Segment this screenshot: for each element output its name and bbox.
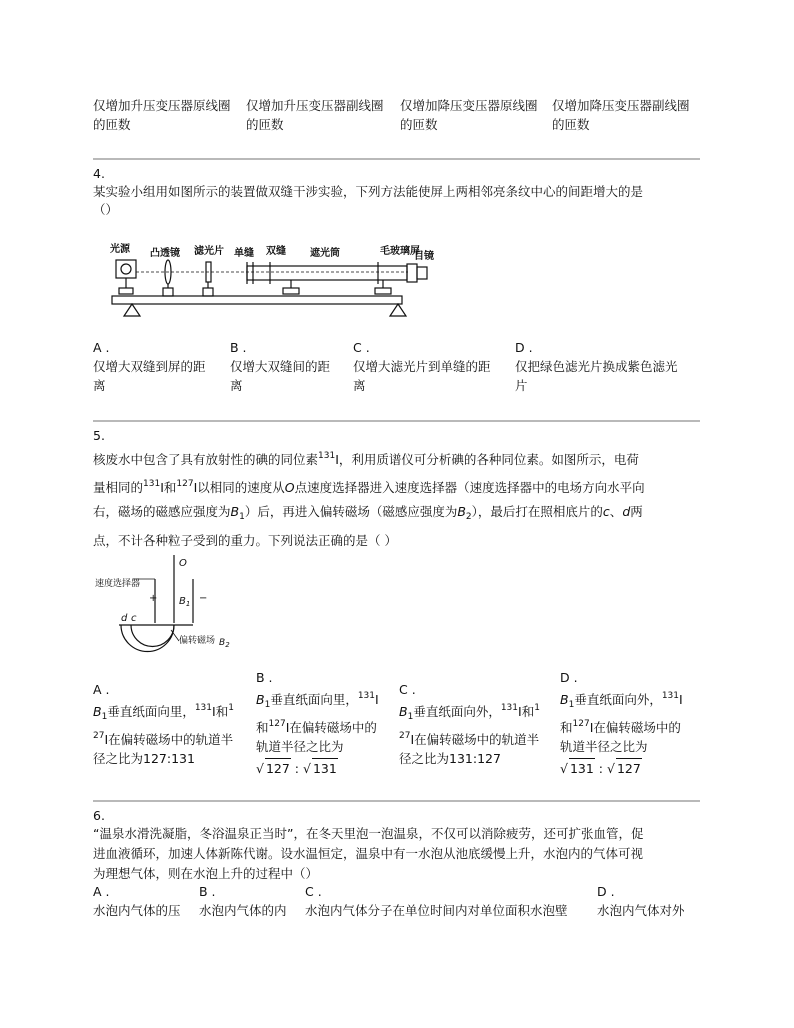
- label-selector: 速度选择器: [95, 579, 141, 589]
- label-d: d: [121, 613, 128, 624]
- q3-option-a[interactable]: 仅增加升压变压器原线圈 的匝数: [93, 98, 231, 132]
- q5-option-d[interactable]: D . $B_1$垂直纸面向外，$^{131}$I 和$^{127}$I在偏转磁场中的 轨道半径之比为 √ 131 : √ 127: [560, 670, 683, 776]
- q3-option-c[interactable]: 仅增加降压变压器原线圈 的匝数: [400, 98, 538, 132]
- label-single-slit: 单缝: [234, 248, 254, 259]
- q6-number: 6.: [93, 808, 105, 823]
- label-double-slit: 双缝: [266, 246, 286, 257]
- q6-option-c[interactable]: C . 水泡内气体分子在单位时间内对单位面积水泡壁: [305, 884, 568, 918]
- q4-paren: （）: [93, 202, 119, 217]
- label-minus: −: [199, 593, 208, 604]
- q5-number: 5.: [93, 428, 105, 443]
- q6-option-b[interactable]: B . 水泡内气体的内: [199, 884, 287, 918]
- label-lens: 凸透镜: [150, 248, 180, 259]
- q6-option-d[interactable]: D . 水泡内气体对外: [597, 884, 685, 918]
- q5-option-c[interactable]: C . $B_1$垂直纸面向外，$^{131}$I和$^1$ $^{27}$I在偏转磁场中的轨道半 径之比为131:127: [399, 682, 540, 766]
- label-eyepiece: 目镜: [414, 251, 434, 262]
- label-field: 偏转磁场: [179, 636, 216, 646]
- label-tube: 遮光筒: [310, 248, 340, 259]
- label-B2: $B_2$: [219, 638, 230, 649]
- q5-option-a[interactable]: A . $B_1$垂直纸面向里，$^{131}$I和$^1$ $^{27}$I在偏转磁场中的轨道半 径之比为127:131: [93, 682, 234, 766]
- q6-stem: “温泉水滑洗凝脂，冬浴温泉正当时”，在冬天里泡一泡温泉，不仅可以消除疲劳，还可扩张血管，促 进血液循环，加速人体新陈代谢。设水温恒定，温泉中有一水泡从池底缓慢上升，水泡内的气体可视 为理想气体，则在水泡上升的过程中（）: [93, 826, 644, 881]
- divider: [93, 800, 700, 802]
- q5-option-b[interactable]: B . $B_1$垂直纸面向里，$^{131}$I 和$^{127}$I在偏转磁场中的 轨道半径之比为 √ 127 : √ 131: [256, 670, 379, 776]
- label-plus: +: [149, 593, 158, 604]
- label-c: c: [131, 613, 137, 624]
- label-light-source: 光源: [110, 244, 130, 255]
- label-B1: $B_1$: [179, 596, 191, 608]
- q3-option-b[interactable]: 仅增加升压变压器副线圈 的匝数: [246, 98, 384, 132]
- q4-option-c[interactable]: C . 仅增大滤光片到单缝的距 离: [353, 340, 491, 393]
- label-filter: 滤光片: [194, 246, 224, 257]
- q6-option-a[interactable]: A . 水泡内气体的压: [93, 884, 181, 918]
- label-O: O: [179, 558, 187, 569]
- q4-stem: 某实验小组用如图所示的装置做双缝干涉实验，下列方法能使屏上两相邻亮条纹中心的间距增大的是: [93, 184, 644, 199]
- q3-option-d[interactable]: 仅增加降压变压器副线圈 的匝数: [552, 98, 690, 132]
- divider: [93, 158, 700, 160]
- q5-stem: 核废水中包含了具有放射性的碘的同位素$^{131}$I，利用质谱仪可分析碘的各种同位素。如图所示，电荷 量相同的$^{131}$I和$^{127}$I以相同的速度从O点速度选择器进入速度选择器（速度选择器中的电场方向水平向 右，磁场的磁感应强度为$B_1$）后，再进入偏转磁场（磁感应强度为$B_2$），最后打在照相底片的c、d两 点，不计各种粒子受到的重力。下列说法正确的是（ ）: [93, 451, 645, 548]
- q4-option-d[interactable]: D . 仅把绿色滤光片换成紫色滤光 片: [515, 340, 678, 393]
- q4-option-b[interactable]: B . 仅增大双缝间的距 离: [230, 340, 331, 393]
- mass-spectrometer-figure: [93, 555, 243, 655]
- q4-option-a[interactable]: A . 仅增大双缝到屏的距 离: [93, 340, 206, 393]
- double-slit-apparatus-figure: [108, 240, 438, 328]
- divider: [93, 420, 700, 422]
- label-screen: 毛玻璃屏: [380, 246, 420, 257]
- q4-number: 4.: [93, 166, 105, 181]
